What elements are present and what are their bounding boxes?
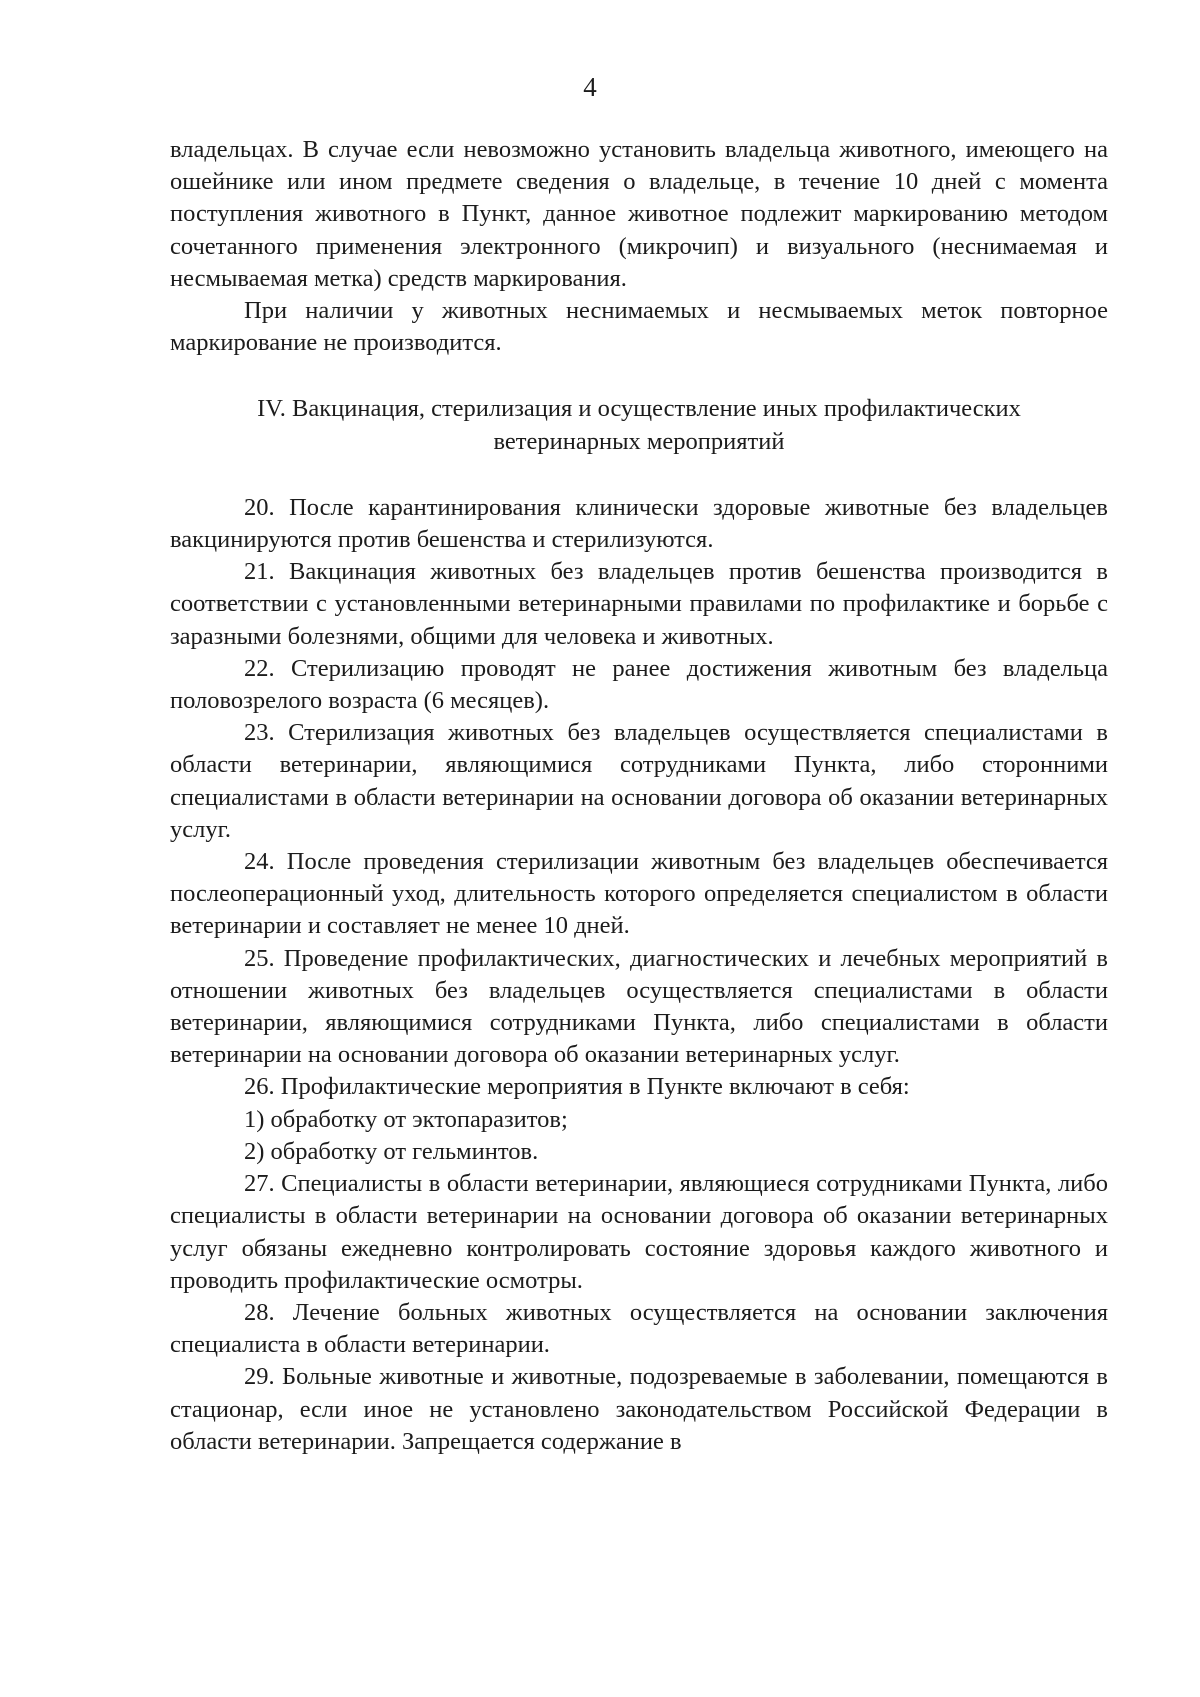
item-20: 20. После карантинирования клинически здоровые животные без владельцев вакцинируются против бешенства и стерилизуются. (170, 493, 1108, 554)
item-26: 26. Профилактические мероприятия в Пункте включают в себя: (244, 1073, 910, 1101)
section-heading-line-2: ветеринарных мероприятий (493, 427, 785, 455)
item-24: 24. После проведения стерилизации животным без владельцев обеспечивается послеоперационный уход, длительность которого определяется специалистом в области ветеринарии и составляет не менее 10 дней. (170, 848, 1108, 940)
item-28: 28. Лечение больных животных осуществляется на основании заключения специалиста в области ветеринарии. (170, 1298, 1108, 1359)
item-25: 25. Проведение профилактических, диагностических и лечебных мероприятий в отношении животных без владельцев осуществляется специалистами в области ветеринарии, являющимися сотрудниками Пункта, либо специалистами в области ветеринарии на основании договора об оказании ветеринарных услуг. (170, 944, 1108, 1069)
item-27: 27. Специалисты в области ветеринарии, являющиеся сотрудниками Пункта, либо специалисты в области ветеринарии на основании договора об оказании ветеринарных услуг обязаны ежедневно контролировать состояние здоровья каждого животного и проводить профилактические осмотры. (170, 1170, 1108, 1294)
paragraph-remarking: При наличии у животных неснимаемых и несмываемых меток повторное маркирование не производится. (170, 297, 1108, 357)
item-29: 29. Больные животные и животные, подозреваемые в заболевании, помещаются в стационар, если иное не установлено законодательством Российской Федерации в области ветеринарии. Запрещается содержание в (170, 1363, 1108, 1455)
sub-item-2: 2) обработку от гельминтов. (244, 1137, 539, 1165)
section-heading (170, 393, 1108, 457)
item-23: 23. Стерилизация животных без владельцев осуществляется специалистами в области ветеринарии, являющимися сотрудниками Пункта, либо сторонними специалистами в области ветеринарии на основании договора об оказании ветеринарных услуг. (170, 719, 1108, 843)
paragraph-continued: владельцах. В случае если невозможно установить владельца животного, имеющего на ошейнике или ином предмете сведения о владельце, в течение 10 дней с момента поступления животного в Пункт, данное животное подлежит маркированию методом сочетанного применения электронного (микрочип) и визуального (неснимаемая и несмываемая метка) средств маркирования. (170, 136, 1108, 292)
item-21: 21. Вакцинация животных без владельцев против бешенства производится в соответствии с установленными ветеринарными правилами по профилактике и борьбе с заразными болезнями, общими для человека и животных. (170, 558, 1108, 650)
section-heading-line-1: IV. Вакцинация, стерилизация и осуществление иных профилактических (257, 395, 1021, 423)
sub-item-1: 1) обработку от эктопаразитов; (244, 1105, 568, 1133)
document-body (170, 134, 1108, 1458)
page-number: 4 (583, 72, 597, 102)
item-22: 22. Стерилизацию проводят не ранее достижения животным без владельца половозрелого возраста (6 месяцев). (170, 654, 1108, 715)
